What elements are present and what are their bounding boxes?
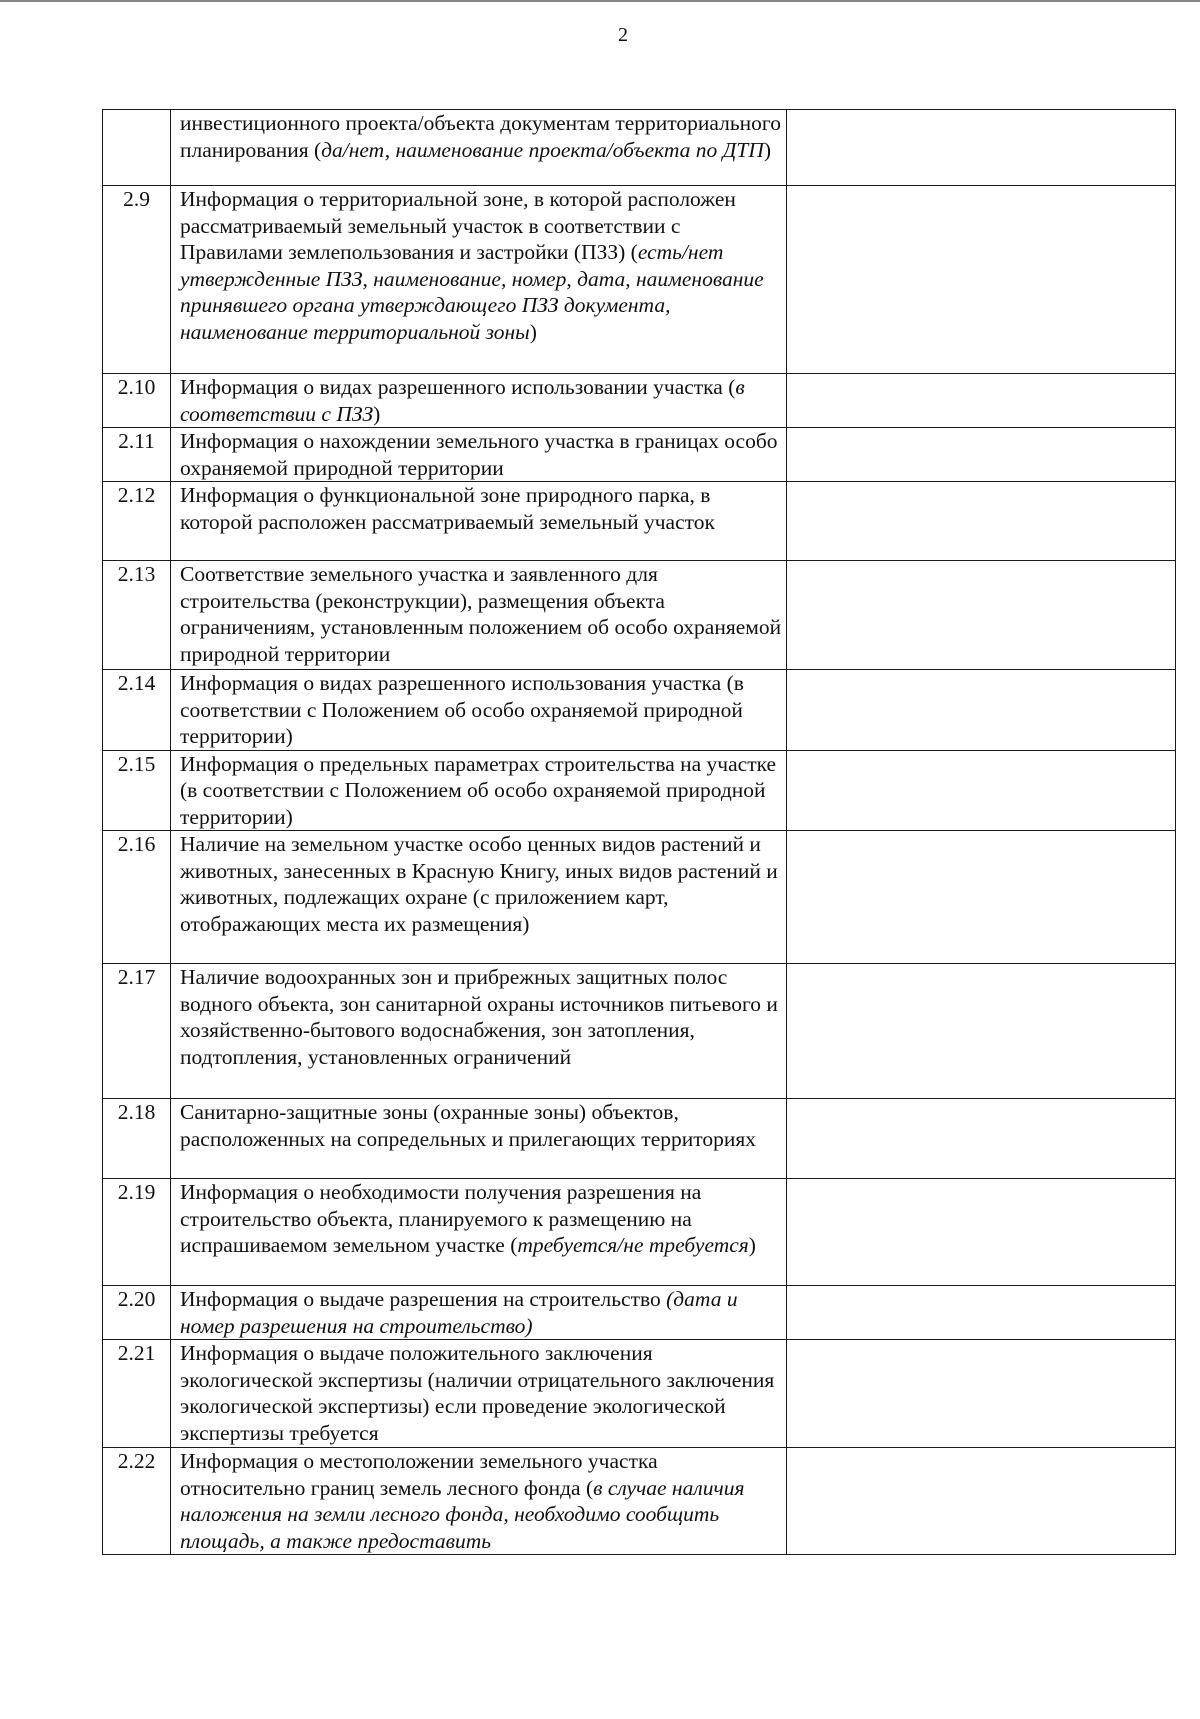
- row-text: Информация о необходимости получения разрешения на строительство объекта, планируемого к размещению на испрашиваемом земельном участке (: [180, 1180, 702, 1257]
- row-description: [171, 428, 787, 482]
- row-text: Информация о предельных параметрах строительства на участке (в соответствии с Положением об особо охраняемой природной территории): [180, 751, 777, 829]
- row-number: 2.20: [103, 1286, 171, 1340]
- row-value-cell[interactable]: [787, 428, 1176, 482]
- row-description: [171, 482, 787, 561]
- row-value-cell[interactable]: [787, 831, 1176, 964]
- row-number: 2.17: [103, 964, 171, 1099]
- row-text: Соответствие земельного участка и заявленного для строительства (реконструкции), размещения объекта ограничениям, установленным положением об особо охраняемой природной территории: [180, 562, 782, 666]
- page-number: 2: [618, 24, 628, 46]
- row-text: Информация о территориальной зоне, в которой расположен рассматриваемый земельный участок в соответствии с Правилами землепользования и застройки (ПЗЗ) (: [180, 187, 736, 264]
- row-number: 2.11: [103, 428, 171, 482]
- row-number: [103, 110, 171, 186]
- table-row: [103, 831, 1176, 964]
- row-text: Наличие на земельном участке особо ценных видов растений и животных, занесенных в Красную Книгу, иных видов растений и животных, подлежащих охране (с приложением карт, отображающих места их размещения): [180, 832, 778, 936]
- row-note: в случае наличия наложения на земли лесного фонда, необходимо сообщить площадь, а также предоставить: [180, 1475, 745, 1553]
- row-text: Информация о видах разрешенного использования участка (в соответствии с Положением об особо охраняемой природной территории): [180, 671, 744, 748]
- table-row: [103, 1286, 1176, 1340]
- page-top-edge: [0, 0, 1200, 2]
- row-text-tail: ): [529, 319, 537, 344]
- row-text: Информация о выдаче положительного заключения экологической экспертизы (наличии отрицательного заключения экологической экспертизы) если проведение экологической экспертизы требуется: [180, 1341, 775, 1445]
- row-description: [171, 1448, 787, 1555]
- row-text: Информация о видах разрешенного использовании участка (: [180, 375, 736, 399]
- row-number: 2.10: [103, 374, 171, 428]
- table-row: [103, 186, 1176, 374]
- row-description: [171, 561, 787, 670]
- row-description: [171, 1286, 787, 1340]
- row-value-cell[interactable]: [787, 964, 1176, 1099]
- row-description: [171, 1340, 787, 1448]
- row-number: 2.9: [103, 186, 171, 374]
- row-text-tail: ): [763, 137, 772, 162]
- table-row: [103, 1099, 1176, 1179]
- row-number: 2.14: [103, 670, 171, 751]
- row-text: Информация о выдаче разрешения на строительство: [180, 1287, 667, 1311]
- row-description: [171, 1099, 787, 1179]
- row-number: 2.13: [103, 561, 171, 670]
- table-row: [103, 750, 1176, 831]
- row-value-cell[interactable]: [787, 1286, 1176, 1340]
- form-table: [102, 109, 1176, 1555]
- table-row: [103, 1448, 1176, 1555]
- row-description: [171, 964, 787, 1099]
- row-value-cell[interactable]: [787, 670, 1176, 751]
- row-description: [171, 831, 787, 964]
- row-number: 2.22: [103, 1448, 171, 1555]
- row-text-tail: ): [373, 401, 381, 426]
- row-value-cell[interactable]: [787, 1179, 1176, 1286]
- table-row: [103, 428, 1176, 482]
- row-number: 2.16: [103, 831, 171, 964]
- row-text: Наличие водоохранных зон и прибрежных защитных полос водного объекта, зон санитарной охраны источников питьевого и хозяйственно-бытового водоснабжения, зон затопления, подтопления, установленных ограничений: [180, 965, 778, 1069]
- row-value-cell[interactable]: [787, 1340, 1176, 1448]
- row-text: Информация о нахождении земельного участка в границах особо охраняемой природной территории: [180, 429, 778, 480]
- row-number: 2.15: [103, 750, 171, 831]
- table-row: [103, 1179, 1176, 1286]
- row-value-cell[interactable]: [787, 110, 1176, 186]
- row-note: (дата и номер разрешения на строительство): [180, 1287, 738, 1338]
- row-value-cell[interactable]: [787, 374, 1176, 428]
- table-row: [103, 1340, 1176, 1448]
- row-description: [171, 110, 787, 186]
- row-number: 2.21: [103, 1340, 171, 1448]
- row-value-cell[interactable]: [787, 750, 1176, 831]
- row-note: да/нет, наименование проекта/объекта по ДТП: [321, 137, 764, 162]
- table-row: [103, 561, 1176, 670]
- row-number: 2.12: [103, 482, 171, 561]
- row-text-tail: ): [748, 1233, 756, 1257]
- table-row: [103, 670, 1176, 751]
- row-value-cell[interactable]: [787, 1099, 1176, 1179]
- row-text: инвестиционного проекта/объекта документам территориального планирования (: [180, 111, 781, 162]
- row-value-cell[interactable]: [787, 186, 1176, 374]
- row-text: Информация о местоположении земельного участка относительно границ земель лесного фонда (: [180, 1449, 658, 1500]
- row-note: есть/нет утвержденные ПЗЗ, наименование, номер, дата, наименование принявшего органа утверждающего ПЗЗ документа, наименование территориальной зоны: [180, 240, 764, 344]
- row-description: [171, 750, 787, 831]
- row-description: [171, 186, 787, 374]
- row-note: в соответствии с ПЗЗ: [180, 375, 745, 426]
- row-value-cell[interactable]: [787, 482, 1176, 561]
- row-value-cell[interactable]: [787, 1448, 1176, 1555]
- form-table-body: [103, 110, 1176, 1555]
- row-description: [171, 670, 787, 751]
- row-number: 2.18: [103, 1099, 171, 1179]
- row-description: [171, 1179, 787, 1286]
- table-row: [103, 110, 1176, 186]
- table-row: [103, 374, 1176, 428]
- row-value-cell[interactable]: [787, 561, 1176, 670]
- row-text: Информация о функциональной зоне природного парка, в которой расположен рассматриваемый земельный участок: [180, 483, 715, 534]
- row-number: 2.19: [103, 1179, 171, 1286]
- table-row: [103, 964, 1176, 1099]
- row-text: Санитарно-защитные зоны (охранные зоны) объектов, расположенных на сопредельных и прилегающих территориях: [180, 1100, 756, 1151]
- table-row: [103, 482, 1176, 561]
- row-description: [171, 374, 787, 428]
- row-note: требуется/не требуется: [517, 1233, 749, 1257]
